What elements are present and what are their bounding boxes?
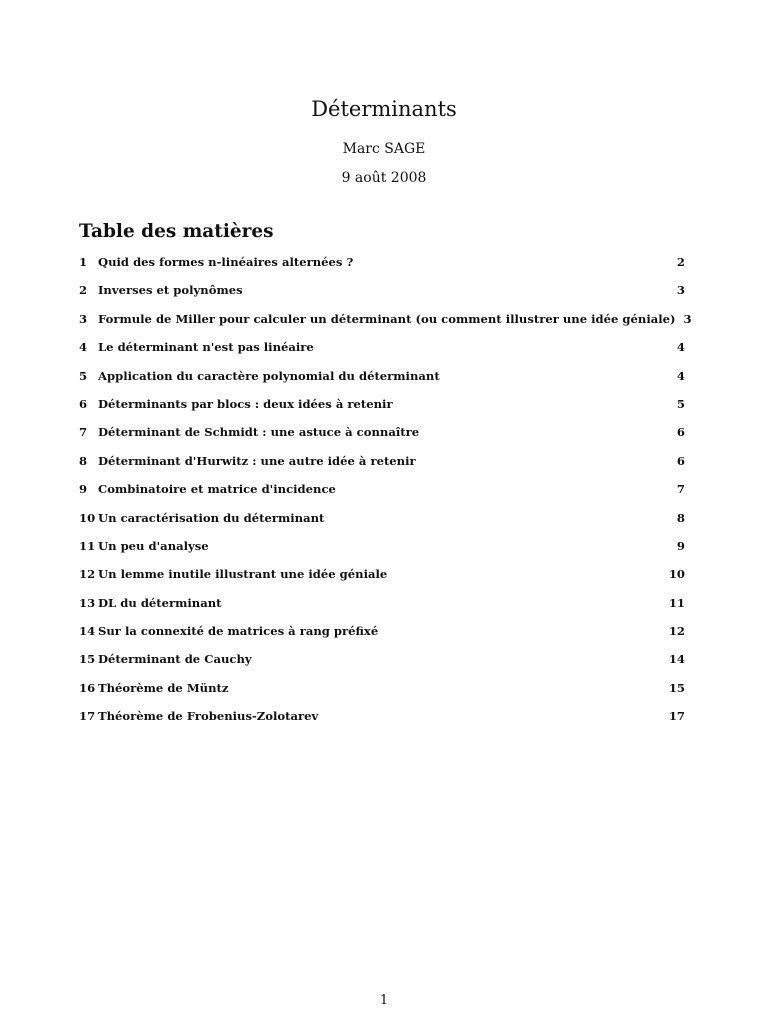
toc-entry[interactable] xyxy=(79,311,692,340)
toc-entry[interactable] xyxy=(79,511,685,539)
toc-entry-number: 15 xyxy=(79,652,96,667)
toc-entry-page: 11 xyxy=(668,595,685,610)
toc-entry-number: 6 xyxy=(79,396,88,411)
toc-entry-number: 11 xyxy=(79,538,96,553)
toc-entry-page: 9 xyxy=(676,538,685,553)
toc-entry-title: Inverses et polynômes xyxy=(98,283,243,298)
toc-entry-page: 6 xyxy=(676,453,685,468)
toc-entry-title: Combinatoire et matrice d'incidence xyxy=(98,482,336,497)
toc-entry[interactable] xyxy=(79,255,685,283)
toc-entry-title: Un peu d'analyse xyxy=(98,538,209,553)
toc-entry[interactable] xyxy=(79,624,685,652)
page-number: 1 xyxy=(379,993,389,1008)
toc-entry[interactable] xyxy=(79,425,685,453)
toc-entry-page: 17 xyxy=(668,709,685,724)
toc-entry-number: 5 xyxy=(79,368,88,383)
toc-entry-page: 6 xyxy=(676,425,685,440)
toc-entry-page: 3 xyxy=(683,311,692,326)
toc-entry-page: 2 xyxy=(676,255,685,269)
toc-entry[interactable] xyxy=(79,454,685,482)
toc-entry[interactable] xyxy=(79,283,685,311)
toc-entry-number: 4 xyxy=(79,340,88,355)
toc-entry[interactable] xyxy=(79,340,685,368)
toc-entry-number: 2 xyxy=(79,283,88,298)
toc-entry-title: Théorème de Müntz xyxy=(98,680,229,695)
toc-entry[interactable] xyxy=(79,397,685,425)
document-title: Déterminants xyxy=(311,97,457,121)
toc-entry-title: Déterminant d'Hurwitz : une autre idée à retenir xyxy=(98,453,416,468)
toc-entry-number: 12 xyxy=(79,567,96,582)
toc-entry[interactable] xyxy=(79,681,685,709)
toc-entry-title: DL du déterminant xyxy=(98,595,222,610)
toc-entry-title: Théorème de Frobenius-Zolotarev xyxy=(98,709,319,724)
toc-entry[interactable] xyxy=(79,596,685,624)
toc-entry-title: Le déterminant n'est pas linéaire xyxy=(98,340,314,355)
toc-entry-number: 3 xyxy=(79,311,88,326)
toc-entry-title: Déterminant de Schmidt : une astuce à connaître xyxy=(98,425,420,440)
toc-entry-title: Un caractérisation du déterminant xyxy=(98,510,325,525)
toc-entry-title: Formule de Miller pour calculer un déterminant (ou comment illustrer une idée géniale) xyxy=(98,311,676,326)
document-author: Marc SAGE xyxy=(342,141,426,157)
toc-entry-number: 14 xyxy=(79,624,96,639)
toc-entry-page: 8 xyxy=(676,510,685,525)
toc-entry[interactable] xyxy=(79,709,685,737)
toc-entry[interactable] xyxy=(79,567,685,595)
toc-entry-number: 13 xyxy=(79,595,96,610)
toc-entry-page: 7 xyxy=(676,482,685,497)
toc-entry-number: 16 xyxy=(79,680,96,695)
toc-entry-title: Déterminant de Cauchy xyxy=(98,652,252,667)
toc-entry-number: 10 xyxy=(79,510,96,525)
toc-entry[interactable] xyxy=(79,539,685,567)
toc-entry-page: 10 xyxy=(668,567,685,582)
toc-entry-title: Quid des formes n-linéaires alternées ? xyxy=(98,255,354,269)
toc-entry-title: Un lemme inutile illustrant une idée géniale xyxy=(98,567,388,582)
toc-entry-page: 12 xyxy=(668,624,685,639)
toc-entry-number: 8 xyxy=(79,453,88,468)
toc-entry[interactable] xyxy=(79,369,685,397)
toc-entry-page: 4 xyxy=(676,340,685,355)
table-of-contents xyxy=(79,255,692,738)
toc-entry[interactable] xyxy=(79,652,685,680)
toc-entry-page: 3 xyxy=(676,283,685,298)
document-date: 9 août 2008 xyxy=(341,170,427,186)
toc-entry-number: 17 xyxy=(79,709,96,724)
toc-entry-title: Application du caractère polynomial du déterminant xyxy=(98,368,440,383)
toc-entry-page: 4 xyxy=(676,368,685,383)
toc-entry-number: 1 xyxy=(79,255,88,269)
toc-entry-number: 7 xyxy=(79,425,88,440)
toc-entry-page: 5 xyxy=(676,396,685,411)
toc-entry-page: 15 xyxy=(668,680,685,695)
toc-entry[interactable] xyxy=(79,482,685,510)
toc-entry-number: 9 xyxy=(79,482,88,497)
toc-entry-title: Déterminants par blocs : deux idées à retenir xyxy=(98,396,393,411)
toc-entry-page: 14 xyxy=(668,652,685,667)
toc-heading: Table des matières xyxy=(79,221,274,242)
toc-entry-title: Sur la connexité de matrices à rang préfixé xyxy=(98,624,379,639)
